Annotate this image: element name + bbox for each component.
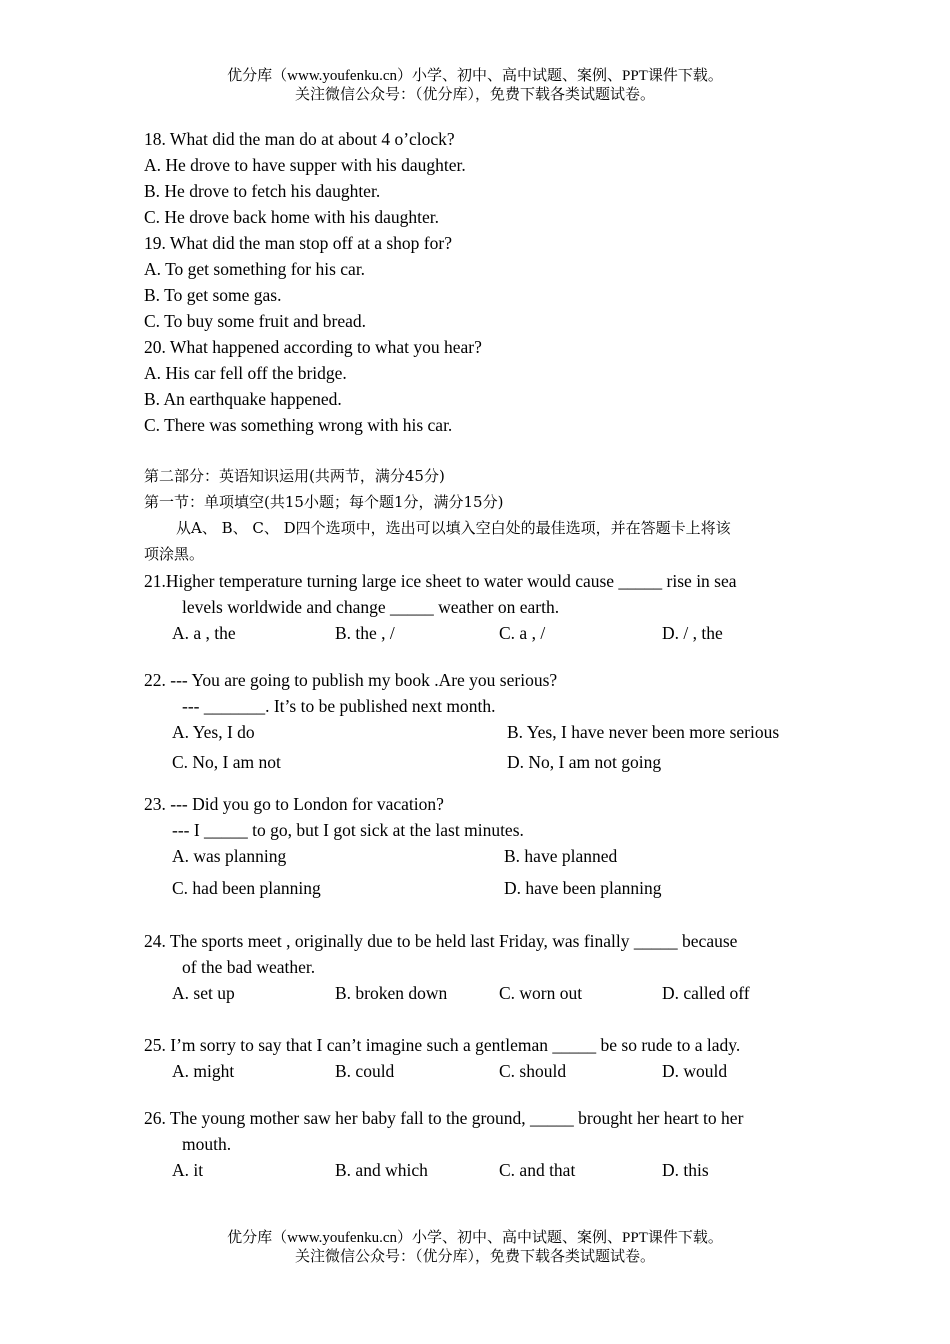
q26-option-d: D. this: [662, 1160, 709, 1180]
page-footer-line-2: 关注微信公众号：（优分库），免费下载各类试题试卷。: [294, 1249, 655, 1265]
q19-option-c: C. To buy some fruit and bread.: [144, 311, 367, 331]
q26-stem-line-2: mouth.: [182, 1134, 232, 1154]
q24-option-c: C. worn out: [499, 983, 583, 1003]
page-header-line-2: 关注微信公众号：（优分库），免费下载各类试题试卷。: [294, 87, 655, 103]
q20-option-c: C. There was something wrong with his car.: [144, 415, 453, 435]
q25-stem-line-1: 25. I’m sorry to say that I can’t imagine such a gentleman _____ be so rude to a lady.: [144, 1035, 741, 1055]
q25-option-d: D. would: [662, 1061, 728, 1081]
q22-stem-line-2: --- _______. It’s to be published next month.: [182, 696, 496, 716]
q21-option-d: D. / , the: [662, 623, 723, 643]
q26-option-a: A. it: [172, 1160, 204, 1180]
q18-option-b: B. He drove to fetch his daughter.: [144, 181, 381, 201]
q21-stem-line-2: levels worldwide and change _____ weather on earth.: [182, 597, 560, 617]
q24-option-d: D. called off: [662, 983, 750, 1003]
q24-option-b: B. broken down: [335, 983, 448, 1003]
page-header-line-1: 优分库（www.youfenku.cn）小学、初中、高中试题、案例、PPT课件下载。: [227, 68, 723, 84]
q20-option-b: B. An earthquake happened.: [144, 389, 342, 409]
q22-option-a: A. Yes, I do: [172, 722, 255, 742]
q20-option-a: A. His car fell off the bridge.: [144, 363, 347, 383]
instruction-line-1: 从A、 B、 C、 D四个选项中，选出可以填入空白处的最佳选项，并在答题卡上将该: [176, 519, 731, 537]
q25-option-c: C. should: [499, 1061, 567, 1081]
q24-option-a: A. set up: [172, 983, 235, 1003]
instruction-line-2: 项涂黑。: [144, 545, 205, 563]
q26-option-c: C. and that: [499, 1160, 576, 1180]
q19-option-b: B. To get some gas.: [144, 285, 282, 305]
q18-option-c: C. He drove back home with his daughter.: [144, 207, 440, 227]
part2-title: 第二部分：英语知识运用(共两节，满分45分): [144, 467, 445, 485]
q22-stem-line-1: 22. --- You are going to publish my book .Are you serious?: [144, 670, 558, 690]
q26-stem-line-1: 26. The young mother saw her baby fall to the ground, _____ brought her heart to her: [144, 1108, 744, 1128]
q23-stem-line-2: --- I _____ to go, but I got sick at the last minutes.: [172, 820, 524, 840]
q25-option-b: B. could: [335, 1061, 395, 1081]
question-19: 19. What did the man stop off at a shop for?: [144, 233, 452, 253]
q19-option-a: A. To get something for his car.: [144, 259, 366, 279]
q23-option-c: C. had been planning: [172, 878, 321, 898]
q22-option-c: C. No, I am not: [172, 752, 281, 772]
q24-stem-line-2: of the bad weather.: [182, 957, 316, 977]
q18-option-a: A. He drove to have supper with his daughter.: [144, 155, 466, 175]
question-18: 18. What did the man do at about 4 o’clock?: [144, 129, 455, 149]
section1-title: 第一节：单项填空(共15小题；每个题1分，满分15分): [144, 493, 504, 511]
q21-option-a: A. a , the: [172, 623, 236, 643]
page-footer-line-1: 优分库（www.youfenku.cn）小学、初中、高中试题、案例、PPT课件下载。: [227, 1230, 723, 1246]
q26-option-b: B. and which: [335, 1160, 428, 1180]
q23-option-d: D. have been planning: [504, 878, 662, 898]
q21-option-b: B. the , /: [335, 623, 395, 643]
q21-stem-line-1: 21.Higher temperature turning large ice sheet to water would cause _____ rise in sea: [144, 571, 737, 591]
q22-option-d: D. No, I am not going: [507, 752, 662, 772]
q23-option-b: B. have planned: [504, 846, 618, 866]
q23-option-a: A. was planning: [172, 846, 287, 866]
q23-stem-line-1: 23. --- Did you go to London for vacation?: [144, 794, 444, 814]
q22-option-b: B. Yes, I have never been more serious: [507, 722, 780, 742]
q24-stem-line-1: 24. The sports meet , originally due to be held last Friday, was finally _____ because: [144, 931, 738, 951]
question-20: 20. What happened according to what you hear?: [144, 337, 482, 357]
q25-option-a: A. might: [172, 1061, 235, 1081]
q21-option-c: C. a , /: [499, 623, 546, 643]
